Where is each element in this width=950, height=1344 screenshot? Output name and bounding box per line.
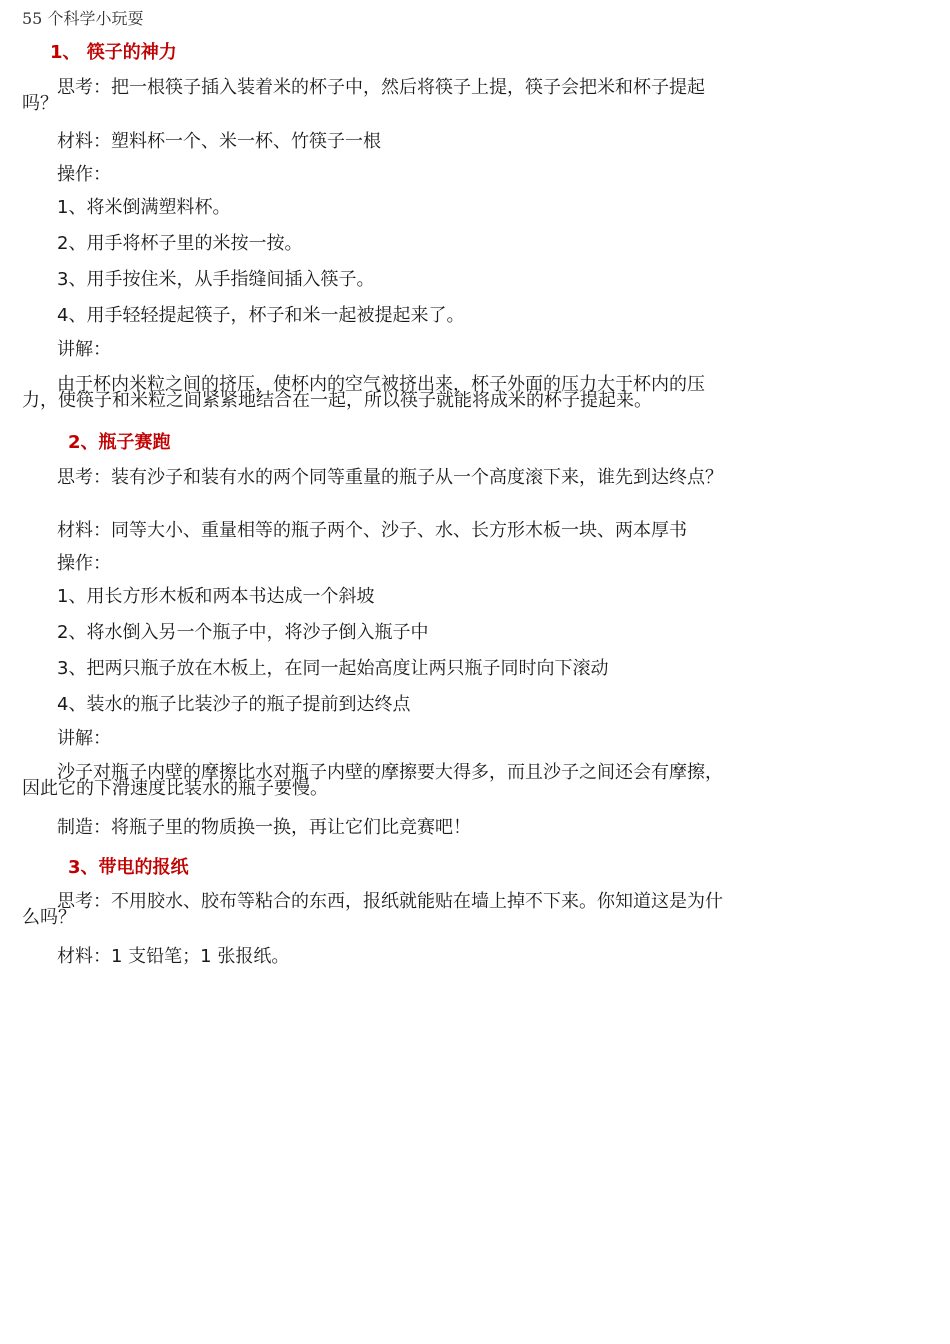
section-3-think: 思考：不用胶水、胶布等粘合的东西，报纸就能贴在墙上掉不下来。你知道这是为什么吗？ xyxy=(22,891,723,928)
section-2-steps-label: 操作： xyxy=(57,553,111,574)
section-1-explain-label: 讲解： xyxy=(57,339,111,360)
section-1-think: 思考：把一根筷子插入装着米的杯子中，然后将筷子上提，筷子会把米和杯子提起吗？ xyxy=(22,77,705,114)
section-2-make: 制造：将瓶子里的物质换一换，再让它们比竞赛吧！ xyxy=(57,817,471,838)
section-1-step: 2、用手将杯子里的米按一按。 xyxy=(57,233,303,254)
section-1-heading: 1、 筷子的神力 xyxy=(50,42,177,63)
section-2-step: 1、用长方形木板和两本书达成一个斜坡 xyxy=(57,586,375,607)
section-3-materials: 材料：1 支铅笔；1 张报纸。 xyxy=(57,946,290,967)
section-2-think: 思考：装有沙子和装有水的两个同等重量的瓶子从一个高度滚下来，谁先到达终点？ xyxy=(57,467,723,488)
section-2-step: 2、将水倒入另一个瓶子中，将沙子倒入瓶子中 xyxy=(57,622,429,643)
section-1-steps-label: 操作： xyxy=(57,164,111,185)
section-3-heading: 3、带电的报纸 xyxy=(68,857,189,878)
section-2-explain-label: 讲解： xyxy=(57,728,111,749)
section-1-explain: 由于杯内米粒之间的挤压，使杯内的空气被挤出来，杯子外面的压力大于杯内的压力，使筷子和米粒之间紧紧地结合在一起，所以筷子就能将成米的杯子提起来。 xyxy=(22,374,705,411)
document-title: 55 个科学小玩耍 xyxy=(22,9,144,28)
section-2-heading: 2、瓶子赛跑 xyxy=(68,432,171,453)
section-1-step: 1、将米倒满塑料杯。 xyxy=(57,197,231,218)
section-1-step: 3、用手按住米，从手指缝间插入筷子。 xyxy=(57,269,375,290)
section-2-step: 3、把两只瓶子放在木板上，在同一起始高度让两只瓶子同时向下滚动 xyxy=(57,658,609,679)
section-1-materials: 材料：塑料杯一个、米一杯、竹筷子一根 xyxy=(57,131,381,152)
section-2-materials: 材料：同等大小、重量相等的瓶子两个、沙子、水、长方形木板一块、两本厚书 xyxy=(57,520,687,541)
section-2-explain: 沙子对瓶子内壁的摩擦比水对瓶子内壁的摩擦要大得多，而且沙子之间还会有摩擦，因此它的下滑速度比装水的瓶子要慢。 xyxy=(22,762,723,799)
section-2-step: 4、装水的瓶子比装沙子的瓶子提前到达终点 xyxy=(57,694,411,715)
section-1-step: 4、用手轻轻提起筷子，杯子和米一起被提起来了。 xyxy=(57,305,465,326)
